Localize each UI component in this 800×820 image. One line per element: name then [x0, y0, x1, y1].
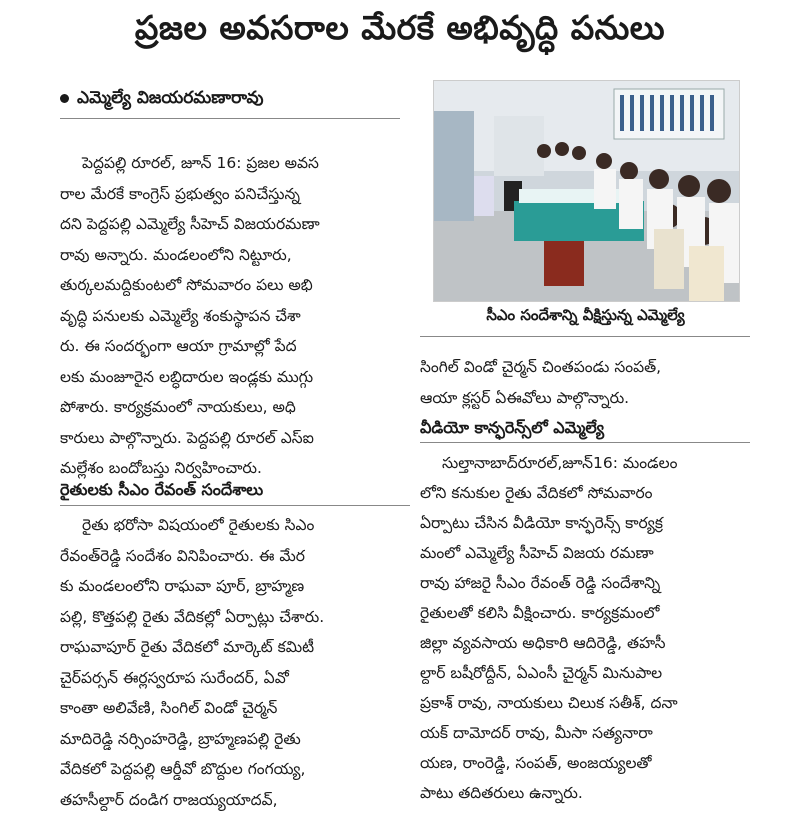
text-line: యణ, రాంరెడ్డి, సంపత్, అంజయ్యలతో — [420, 754, 652, 772]
text-line: రాఘవాపూర్ రైతు వేదికలో మార్కెట్ కమిటీ — [60, 638, 315, 656]
text-line: మంలో ఎమ్మెల్యే సీహెచ్ విజయ రమణా — [420, 544, 654, 562]
text-line: రు. ఈ సందర్భంగా ఆయా గ్రామాల్లో పేద — [60, 337, 297, 355]
left-subhead-rule — [60, 505, 410, 506]
byline-rule — [60, 118, 400, 119]
page-headline: ప్రజల అవసరాల మేరకే అభివృద్ధి పనులు — [134, 8, 666, 47]
text-line: లోని కనుకుల రైతు వేదికలో సోమవారం — [420, 484, 653, 502]
left-column-paragraph-1 — [60, 148, 410, 484]
text-line: చైర్‌పర్సన్ ఈర్లస్వరూప సురేందర్, ఏవో — [60, 668, 289, 687]
text-line: తహసీల్దార్ దండిగ రాజయ్యయాదవ్, — [60, 790, 278, 809]
text-line: లకు మంజూరైన లబ్ధిదారుల ఇండ్లకు ముగ్గు — [60, 367, 314, 386]
right-column-paragraph — [420, 448, 760, 808]
text-line: పాటు తదితరులు ఉన్నారు. — [420, 784, 583, 802]
text-line: జిల్లా వ్యవసాయ అధికారి ఆదిరెడ్డి, తహసీ — [420, 634, 666, 652]
text-line: ప్రకాశ్ రావు, నాయకులు చిలుక సతీశ్, దనా — [420, 694, 678, 712]
text-line: మల్లేశం బందోబస్తు నిర్వహించారు. — [60, 459, 262, 477]
text-line: వేదికలో పెద్దపల్లి ఆర్డీవో బొద్దుల గంగయ్య, — [60, 760, 306, 778]
left-subhead: రైతులకు సీఎం రేవంత్ సందేశాలు — [60, 480, 264, 499]
right-column-top — [420, 352, 760, 413]
right-subhead: వీడియో కాన్ఫరెన్స్‌లో ఎమ్మెల్యే — [420, 418, 605, 437]
text-line: సుల్తానాబాద్‌రూరల్,జూన్16: మండలం — [442, 454, 678, 472]
text-line: సింగిల్ విండో చైర్మన్ చింతపండు సంపత్, — [420, 358, 662, 376]
text-line: కారులు పాల్గొన్నారు. పెద్దపల్లి రూరల్ ఎస్ఐ — [60, 428, 314, 447]
bullet-dot-icon — [60, 94, 69, 103]
caption-rule — [420, 336, 750, 337]
meeting-hall-illustration — [434, 81, 739, 301]
text-line: పోశారు. కార్యక్రమంలో నాయకులు, అధి — [60, 398, 296, 416]
text-line: రైతులతో కలిసి వీక్షించారు. కార్యక్రమంలో — [420, 604, 660, 622]
text-line: రాల మేరకే కాంగ్రెస్ ప్రభుత్వం పనిచేస్తున్న — [60, 184, 300, 203]
text-line: వృద్ధి పనులకు ఎమ్మెల్యే శంకుస్థాపన చేశా — [60, 306, 301, 325]
text-line: పల్లి, కొత్తపల్లి రైతు వేదికల్లో ఏర్పాట్లు చేశారు. — [60, 607, 325, 626]
right-subhead-rule — [420, 442, 750, 443]
text-line: కాంతా అలివేణి, సింగిల్ విండో చైర్మన్ — [60, 699, 278, 717]
byline-text: ఎమ్మెల్యే విజయరమణారావు — [77, 88, 264, 108]
text-line: పెద్దపల్లి రూరల్, జూన్ 16: ప్రజల అవస — [82, 154, 319, 172]
news-photo — [433, 80, 740, 302]
text-line: రేవంత్‌రెడ్డి సందేశం వినిపించారు. ఈ మేర — [60, 546, 305, 565]
text-line: కు మండలంలోని రాఘవా పూర్, బ్రాహ్మణ — [60, 577, 305, 595]
byline — [60, 88, 390, 112]
text-line: ల్దార్ బషీరోద్దీన్, ఏఎంసీ చైర్మన్ మినుపాల — [420, 664, 663, 682]
text-line: రావు హాజరై సీఎం రేవంత్ రెడ్డి సందేశాన్ని — [420, 574, 661, 592]
text-line: యక్ దామోదర్ రావు, మీసా సత్యనారా — [420, 724, 653, 742]
text-line: మాదిరెడ్డి నర్సింహరెడ్డి, బ్రాహ్మణపల్లి రైతు — [60, 729, 301, 748]
text-line: రైతు భరోసా విషయంలో రైతులకు సిఎం — [82, 516, 315, 534]
text-line: తుర్కలమద్దికుంటలో సోమవారం పలు అభి — [60, 276, 313, 294]
photo-caption: సీఎం సందేశాన్ని వీక్షిస్తున్న ఎమ్మెల్యే — [486, 306, 685, 324]
left-column-paragraph-2 — [60, 510, 410, 815]
text-line: దని పెద్దపల్లి ఎమ్మెల్యే సీహెచ్ విజయరమణా — [60, 215, 320, 233]
text-line: ఆయా క్లస్టర్ ఏఈవోలు పాల్గొన్నారు. — [420, 388, 630, 407]
text-line: రావు అన్నారు. మండలంలోని నిట్టూరు, — [60, 245, 292, 264]
text-line: ఏర్పాటు చేసిన వీడియో కాన్ఫరెన్స్ కార్యక్ర — [420, 514, 663, 532]
